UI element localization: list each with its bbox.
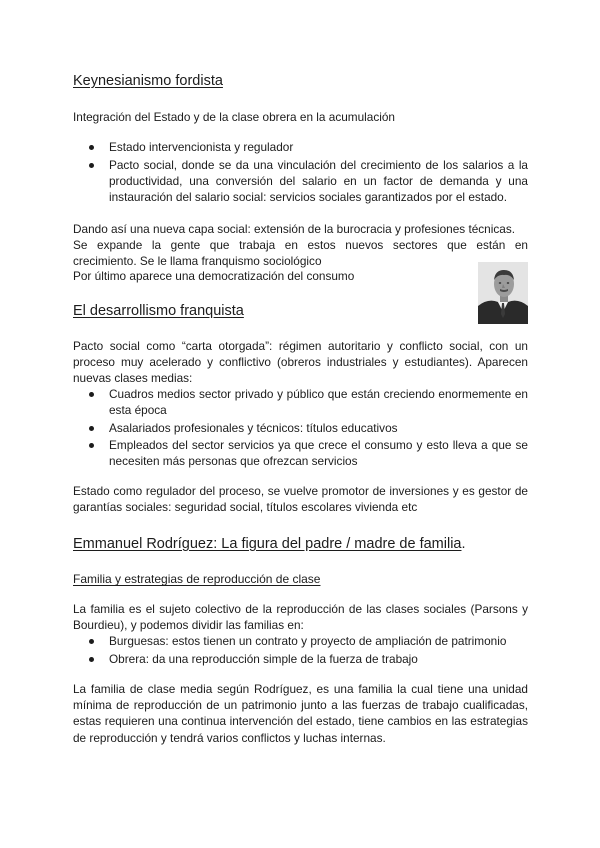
- heading-title-text: Emmanuel Rodríguez: La figura del padre / madre de familia: [73, 536, 462, 552]
- section3-bullet-list: [73, 633, 528, 668]
- section1-paragraph-line3: crecimiento. Se le llama franquismo sociológico: [73, 254, 322, 268]
- section3-outro: La familia de clase media según Rodríguez, es una familia la cual tiene una unidad mínima de reproducción de un patrimonio junto a las fuerzas de trabajo cualificadas, estas requieren una continua intervención del estado, tiene cambios en las estrategias de reproducción y tendrá varios conflictos y luchas internas.: [73, 682, 528, 745]
- section2-bullet-list: [73, 386, 528, 471]
- list-item: Cuadros medios sector privado y público que están creciendo enormemente en esta época: [73, 386, 528, 418]
- section3-intro: La familia es el sujeto colectivo de la reproducción de las clases sociales (Parsons y Bourdieu), y podemos dividir las familias en:: [73, 602, 528, 633]
- list-item: Burguesas: estos tienen un contrato y proyecto de ampliación de patrimonio: [73, 633, 528, 649]
- heading-keynesianismo: Keynesianismo fordista: [73, 73, 223, 89]
- list-item: Pacto social, donde se da una vinculación del crecimiento de los salarios a la productividad, una conversión del salario en un factor de demanda y una instauración del salario social: servicios sociales garantizados por el estado.: [73, 157, 528, 206]
- keynes-portrait-image: [478, 262, 528, 324]
- section2-intro: Pacto social como “carta otorgada”: régimen autoritario y conflicto social, con un proceso muy acelerado y conflictivo (obreros industriales y estudiantes). Aparecen nuevas clases medias:: [73, 339, 528, 386]
- section1-intro: Integración del Estado y de la clase obrera en la acumulación: [73, 110, 395, 124]
- heading-title-period: .: [461, 536, 466, 552]
- list-item: Empleados del sector servicios ya que crece el consumo y esto lleva a que se necesiten más personas que ofrezcan servicios: [73, 437, 528, 469]
- section1-bullet-list: [73, 139, 528, 206]
- section1-paragraph-line2: Se expande la gente que trabaja en estos nuevos sectores que están en: [73, 238, 528, 252]
- portrait-photo-icon: [478, 262, 528, 324]
- heading-desarrollismo: El desarrollismo franquista: [73, 303, 244, 319]
- list-item: Obrera: da una reproducción simple de la fuerza de trabajo: [73, 651, 528, 667]
- section1-paragraph-line1: Dando así una nueva capa social: extensión de la burocracia y profesiones técnicas.: [73, 222, 515, 236]
- list-item: Asalariados profesionales y técnicos: títulos educativos: [73, 420, 528, 436]
- section1-paragraph-consumo: Por último aparece una democratización del consumo: [73, 269, 355, 283]
- section2-outro: Estado como regulador del proceso, se vuelve promotor de inversiones y es gestor de garantías sociales: seguridad social, títulos escolares vivienda etc: [73, 484, 528, 515]
- heading-emmanuel-rodriguez: [73, 535, 466, 553]
- list-item: Estado intervencionista y regulador: [73, 139, 528, 155]
- subheading-familia: Familia y estrategias de reproducción de clase: [73, 572, 321, 586]
